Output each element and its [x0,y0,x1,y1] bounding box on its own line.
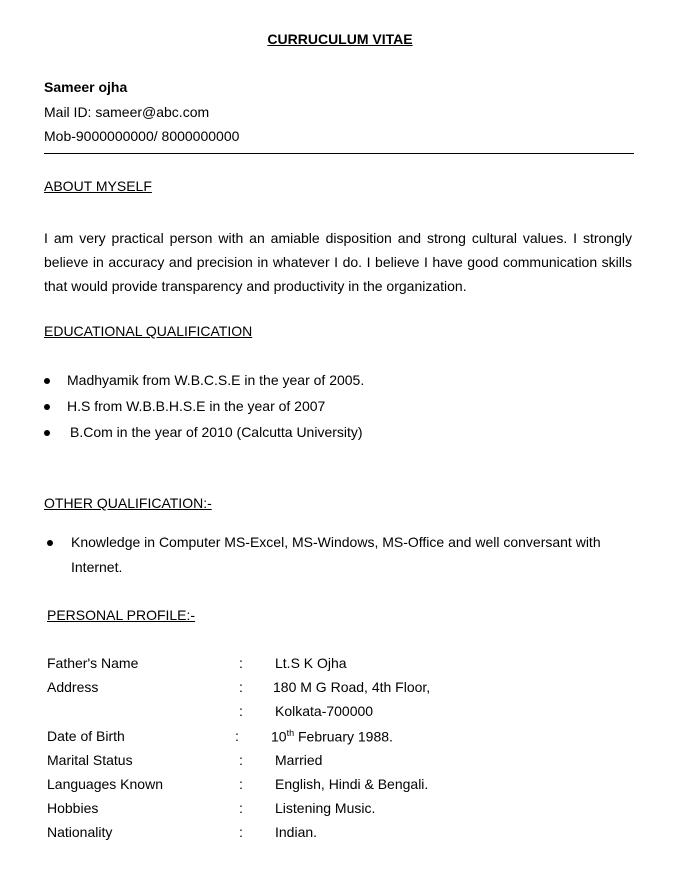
profile-label: Date of Birth [47,728,125,744]
profile-separator: : [235,728,239,744]
other-qualification-heading: OTHER QUALIFICATION:- [44,495,212,511]
profile-label: Languages Known [47,776,163,792]
profile-value: Indian. [275,824,318,840]
personal-profile-heading: PERSONAL PROFILE:- [47,607,196,623]
profile-label: Address [47,679,99,695]
profile-label: Father's Name [47,655,139,671]
profile-label: Hobbies [47,800,99,816]
date-of-birth-value [271,728,393,745]
about-paragraph: I am very practical person with an amiable disposition and strong cultural values. I strongly believe in accuracy and precision in whatever I do. I believe I have good communication skills that would provide transparency and productivity in the organization. [44,230,632,294]
about-heading: ABOUT MYSELF [44,178,152,194]
education-item: Madhyamik from W.B.C.S.E in the year of 2005. [67,372,365,388]
profile-label: Marital Status [47,752,133,768]
other-qualification-line: Knowledge in Computer MS-Excel, MS-Windows, MS-Office and well conversant with [71,534,601,550]
profile-value: Kolkata-700000 [275,703,374,719]
profile-value: 180 M G Road, 4th Floor, [273,679,431,695]
dob-ordinal: th [286,728,295,738]
dob-day: 10 [271,728,287,745]
education-heading: EDUCATIONAL QUALIFICATION [44,323,253,339]
education-item: B.Com in the year of 2010 (Calcutta University) [70,424,363,440]
profile-separator: : [239,703,243,719]
other-qualification-line: Internet. [71,559,123,575]
bullet-icon [44,430,50,436]
profile-separator: : [239,679,243,695]
profile-value: English, Hindi & Bengali. [275,776,429,792]
candidate-name: Sameer ojha [44,79,128,95]
profile-separator: : [239,752,243,768]
profile-separator: : [239,776,243,792]
profile-label: Nationality [47,824,113,840]
profile-value: Married [275,752,323,768]
mobile-line: Mob-9000000000/ 8000000000 [44,128,240,144]
profile-separator: : [239,800,243,816]
profile-separator: : [239,824,243,840]
header-divider [44,153,634,154]
profile-value: Listening Music. [275,800,376,816]
email-line: Mail ID: sameer@abc.com [44,104,210,120]
dob-rest: February 1988. [294,728,393,745]
bullet-icon [44,378,50,384]
document-title: CURRUCULUM VITAE [267,31,413,47]
bullet-icon [44,404,50,410]
education-item: H.S from W.B.B.H.S.E in the year of 2007 [67,398,326,414]
bullet-icon [47,540,53,546]
profile-separator: : [239,655,243,671]
profile-value: Lt.S K Ojha [275,655,347,671]
